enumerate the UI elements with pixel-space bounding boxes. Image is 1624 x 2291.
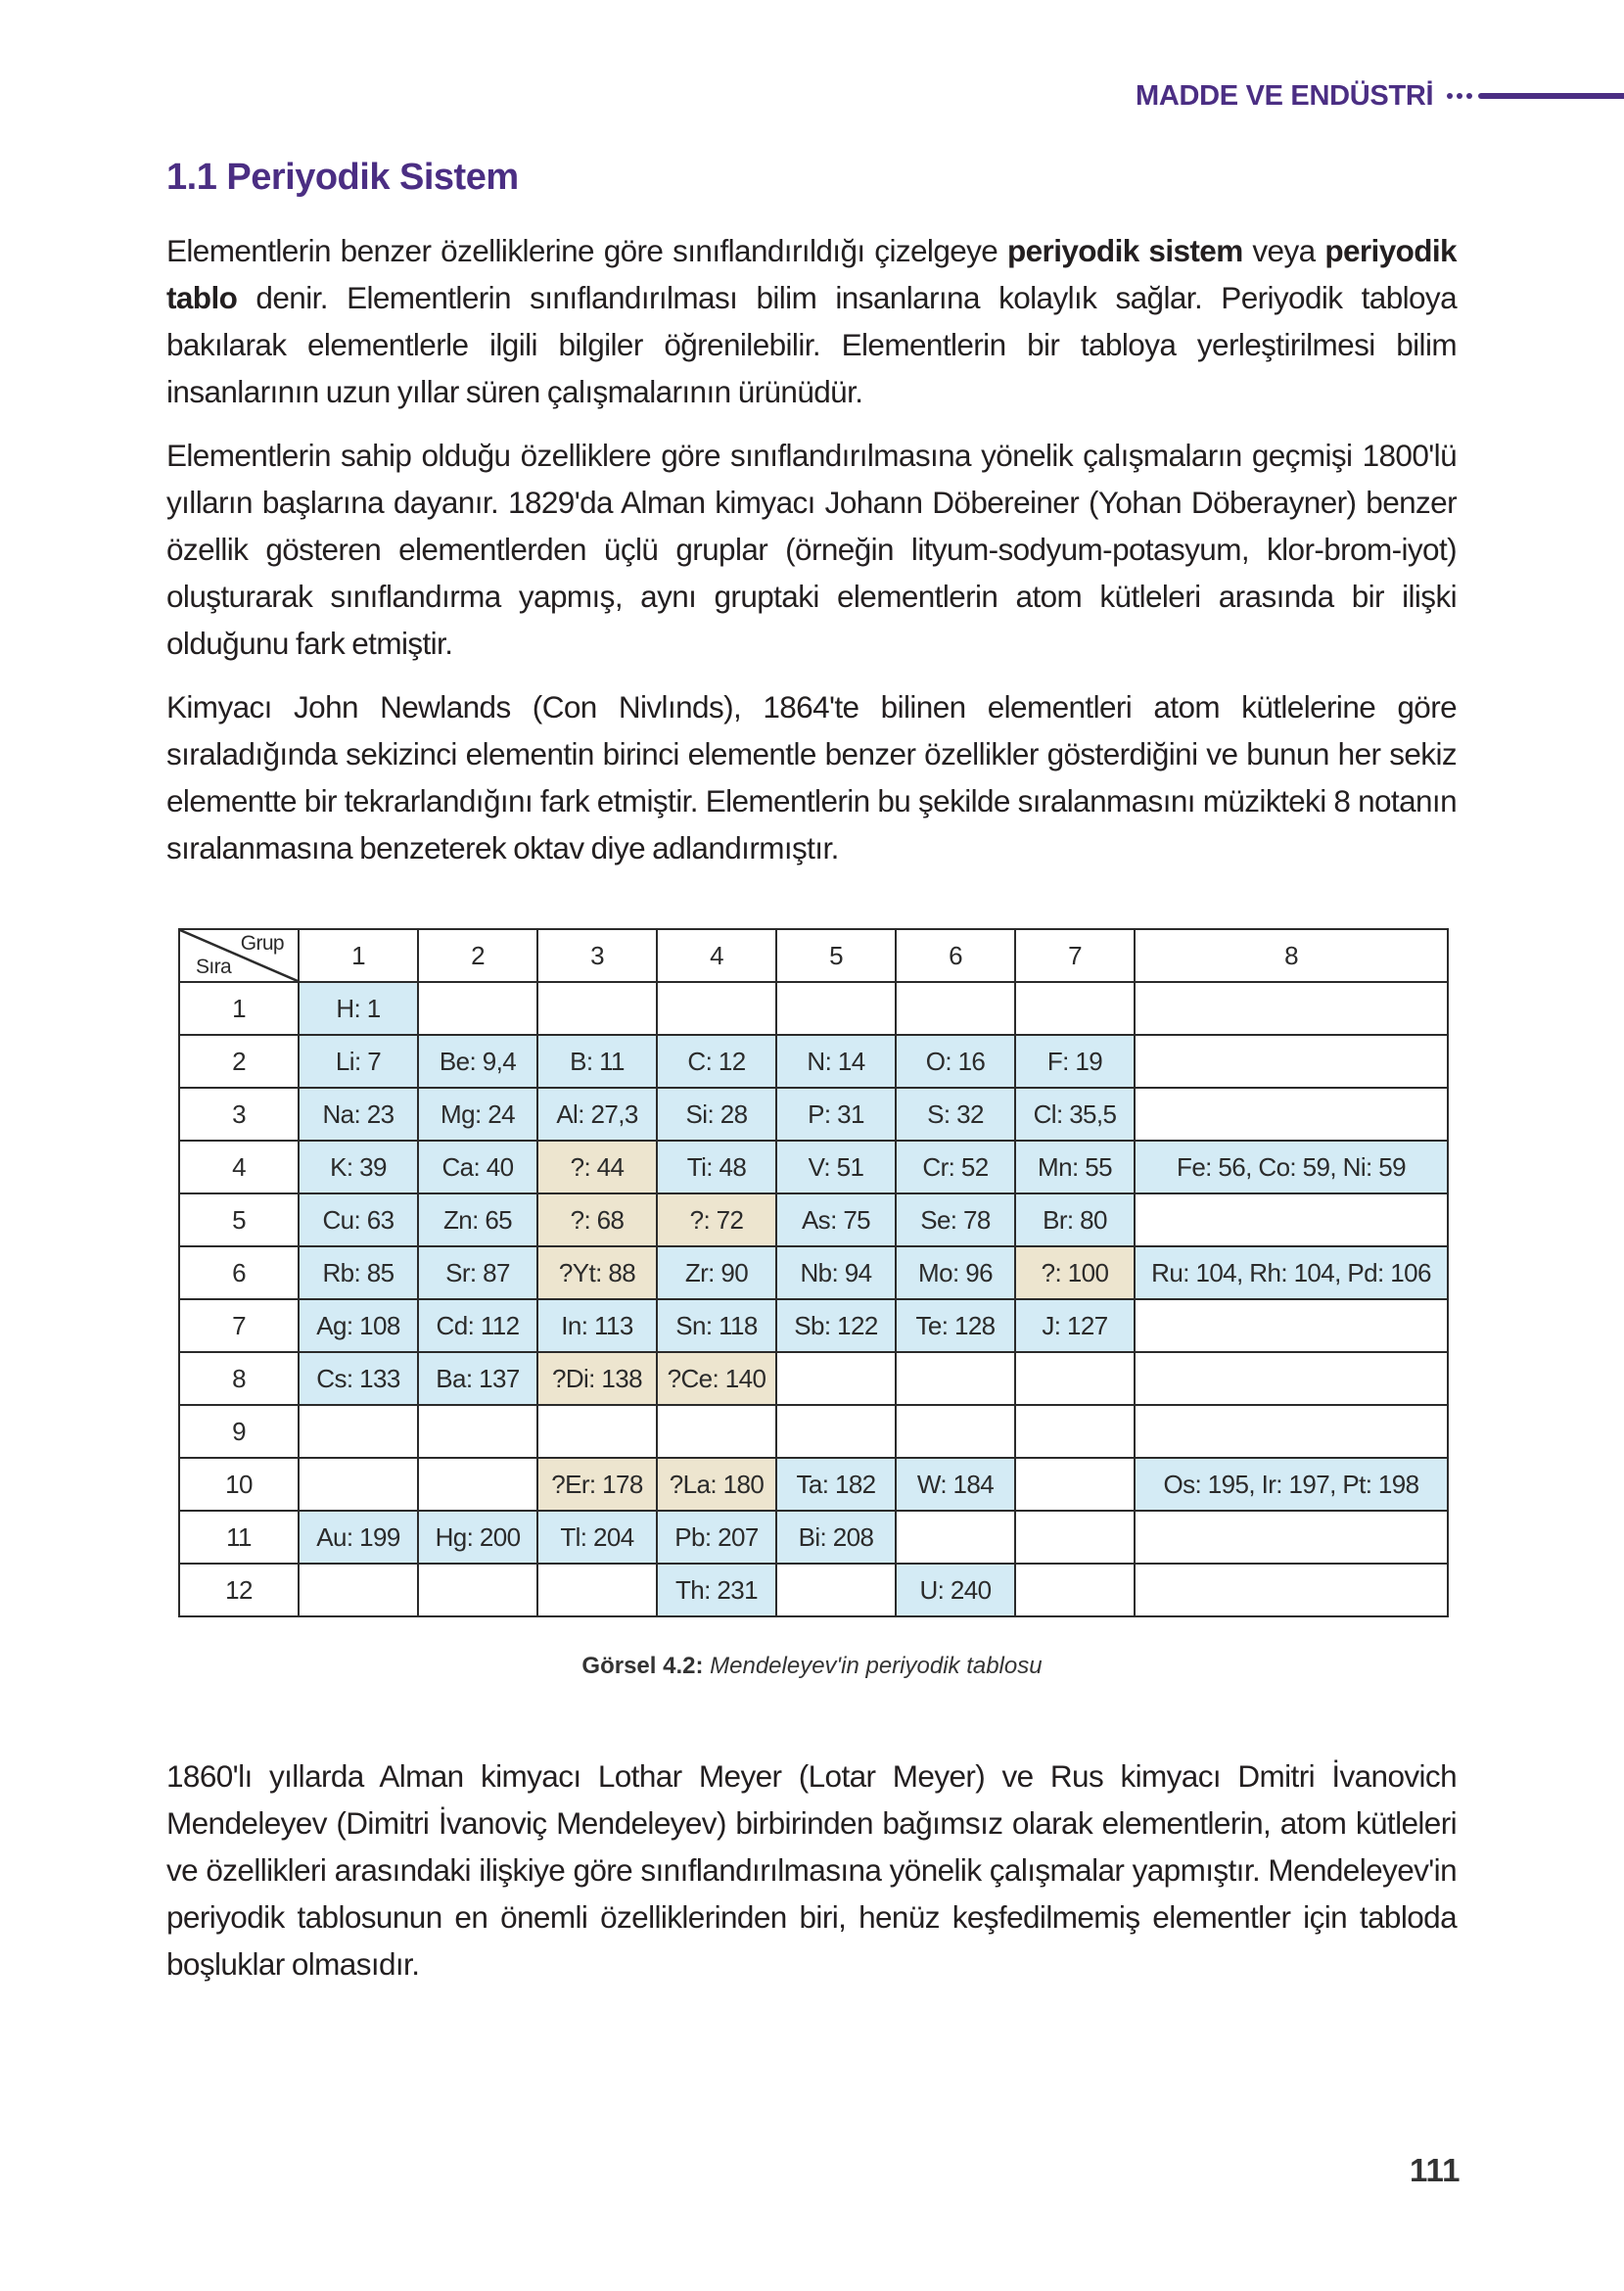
table-row [179, 1088, 1448, 1141]
element-cell: Al: 27,3 [537, 1088, 657, 1141]
element-cell: Ba: 137 [418, 1352, 537, 1405]
element-cell: Li: 7 [299, 1035, 418, 1088]
corner-header-cell [179, 929, 299, 982]
paragraph-definition [166, 227, 1457, 415]
row-number-cell: 7 [179, 1299, 299, 1352]
empty-cell [896, 1511, 1015, 1564]
element-cell: V: 51 [776, 1141, 896, 1193]
empty-cell [776, 982, 896, 1035]
element-cell: Cu: 63 [299, 1193, 418, 1246]
group-header: 4 [657, 929, 776, 982]
empty-cell [1015, 1352, 1135, 1405]
empty-cell [896, 1352, 1015, 1405]
element-cell: U: 240 [896, 1564, 1015, 1616]
corner-label-sira: Sıra [196, 956, 232, 978]
paragraph-dobereiner: Elementlerin sahip olduğu özelliklere göre sınıflandırılmasına yönelik çalışmaların geçmişi 1800'lü yılların başlarına dayanır. 1829'da Alman kimyacı Johann Döbereiner (Yohan Döberayner) benzer özellik gösteren elementlerden üçlü gruplar (örneğin lityum-sodyum-potasyum, klor-brom-iyot) oluşturarak sınıflandırma yapmış, aynı gruptaki elementlerin atom kütleleri arasında bir ilişki olduğunu fark etmiştir. [166, 438, 1457, 661]
corner-label-grup: Grup [240, 932, 284, 955]
caption-text: Mendeleyev'in periyodik tablosu [703, 1653, 1043, 1679]
element-cell: Cr: 52 [896, 1141, 1015, 1193]
element-cell: B: 11 [537, 1035, 657, 1088]
element-cell: K: 39 [299, 1141, 418, 1193]
table-header-row [179, 929, 1448, 982]
empty-cell [657, 982, 776, 1035]
mendeleev-periodic-table [178, 928, 1449, 1617]
group-header: 2 [418, 929, 537, 982]
text-span: denir. Elementlerin sınıflandırılması bilim insanlarına kolaylık sağlar. Periyodik tabloya bakılarak elementlerle ilgili bilgiler öğrenilebilir. Elementlerin bir tabloya yerleştirilmesi bilim insanlarının uzun yıllar süren çalışmalarının ürünüdür. [166, 280, 1457, 409]
row-number-cell: 2 [179, 1035, 299, 1088]
empty-cell [299, 1564, 418, 1616]
empty-cell [1015, 1458, 1135, 1511]
empty-cell [1135, 1088, 1448, 1141]
table-row [179, 1299, 1448, 1352]
term-periyodik-tablo: periyodik tablo [166, 233, 1457, 315]
empty-cell [1135, 1193, 1448, 1246]
empty-cell [1135, 1405, 1448, 1458]
empty-cell [1135, 1564, 1448, 1616]
element-cell: In: 113 [537, 1299, 657, 1352]
element-cell: O: 16 [896, 1035, 1015, 1088]
empty-cell [418, 982, 537, 1035]
row-number-cell: 6 [179, 1246, 299, 1299]
empty-cell [418, 1458, 537, 1511]
caption-label: Görsel 4.2: [581, 1653, 704, 1679]
element-cell: N: 14 [776, 1035, 896, 1088]
element-cell: Th: 231 [657, 1564, 776, 1616]
element-cell: Ru: 104, Rh: 104, Pd: 106 [1135, 1246, 1448, 1299]
element-cell: Ag: 108 [299, 1299, 418, 1352]
element-cell: Os: 195, Ir: 197, Pt: 198 [1135, 1458, 1448, 1511]
element-cell: Br: 80 [1015, 1193, 1135, 1246]
element-cell: Zn: 65 [418, 1193, 537, 1246]
element-cell: S: 32 [896, 1088, 1015, 1141]
header-dots-decoration [1447, 93, 1472, 99]
element-cell: Hg: 200 [418, 1511, 537, 1564]
empty-cell [776, 1352, 896, 1405]
group-header: 1 [299, 929, 418, 982]
element-cell: Tl: 204 [537, 1511, 657, 1564]
element-cell: Mo: 96 [896, 1246, 1015, 1299]
element-cell: Cs: 133 [299, 1352, 418, 1405]
element-cell: Se: 78 [896, 1193, 1015, 1246]
element-cell: Bi: 208 [776, 1511, 896, 1564]
group-header: 3 [537, 929, 657, 982]
element-cell: H: 1 [299, 982, 418, 1035]
empty-cell [1135, 982, 1448, 1035]
table-row [179, 1035, 1448, 1088]
empty-cell [1135, 1511, 1448, 1564]
empty-cell [537, 982, 657, 1035]
table-row [179, 1193, 1448, 1246]
group-header: 8 [1135, 929, 1448, 982]
element-cell: Sn: 118 [657, 1299, 776, 1352]
element-cell: Cd: 112 [418, 1299, 537, 1352]
empty-cell [776, 1405, 896, 1458]
element-cell: ?Ce: 140 [657, 1352, 776, 1405]
element-cell: ?: 100 [1015, 1246, 1135, 1299]
empty-cell [1015, 1405, 1135, 1458]
empty-cell [418, 1405, 537, 1458]
row-number-cell: 8 [179, 1352, 299, 1405]
element-cell: W: 184 [896, 1458, 1015, 1511]
table-row [179, 1511, 1448, 1564]
element-cell: Na: 23 [299, 1088, 418, 1141]
empty-cell [299, 1458, 418, 1511]
chapter-header [1077, 76, 1624, 116]
element-cell: C: 12 [657, 1035, 776, 1088]
table-row [179, 1246, 1448, 1299]
empty-cell [537, 1405, 657, 1458]
paragraph-mendeleev: 1860'lı yıllarda Alman kimyacı Lothar Meyer (Lotar Meyer) ve Rus kimyacı Dmitri İvanovich Mendeleyev (Dimitri İvanoviç Mendeleyev) birbirinden bağımsız olarak elementlerin, atom kütleleri ve özellikleri arasındaki ilişkiye göre sınıflandırılmasına yönelik çalışmalar yapmıştır. Mendeleyev'in periyodik tablosunun en önemli özelliklerinden biri, henüz keşfedilmemiş elementler için tabloda boşluklar olmasıdır. [166, 1758, 1457, 1982]
empty-cell [776, 1564, 896, 1616]
element-cell: Nb: 94 [776, 1246, 896, 1299]
table-row [179, 1141, 1448, 1193]
table-row [179, 982, 1448, 1035]
text-span: Elementlerin benzer özelliklerine göre sınıflandırıldığı çizelgeye [166, 233, 1007, 268]
group-header: 7 [1015, 929, 1135, 982]
empty-cell [418, 1564, 537, 1616]
element-cell: P: 31 [776, 1088, 896, 1141]
element-cell: Zr: 90 [657, 1246, 776, 1299]
element-cell: Mg: 24 [418, 1088, 537, 1141]
row-number-cell: 9 [179, 1405, 299, 1458]
row-number-cell: 3 [179, 1088, 299, 1141]
empty-cell [1015, 1564, 1135, 1616]
element-cell: Sb: 122 [776, 1299, 896, 1352]
group-header: 6 [896, 929, 1015, 982]
empty-cell [657, 1405, 776, 1458]
empty-cell [1135, 1352, 1448, 1405]
term-periyodik-sistem: periyodik sistem [1007, 233, 1243, 268]
empty-cell [896, 1405, 1015, 1458]
row-number-cell: 11 [179, 1511, 299, 1564]
empty-cell [537, 1564, 657, 1616]
element-cell: ?La: 180 [657, 1458, 776, 1511]
element-cell: Be: 9,4 [418, 1035, 537, 1088]
empty-cell [1135, 1299, 1448, 1352]
empty-cell [1015, 1511, 1135, 1564]
element-cell: J: 127 [1015, 1299, 1135, 1352]
element-cell: ?: 44 [537, 1141, 657, 1193]
element-cell: Fe: 56, Co: 59, Ni: 59 [1135, 1141, 1448, 1193]
element-cell: Sr: 87 [418, 1246, 537, 1299]
element-cell: ?Di: 138 [537, 1352, 657, 1405]
row-number-cell: 1 [179, 982, 299, 1035]
element-cell: Te: 128 [896, 1299, 1015, 1352]
table-row [179, 1458, 1448, 1511]
empty-cell [1135, 1035, 1448, 1088]
element-cell: Pb: 207 [657, 1511, 776, 1564]
row-number-cell: 4 [179, 1141, 299, 1193]
row-number-cell: 5 [179, 1193, 299, 1246]
element-cell: ?: 72 [657, 1193, 776, 1246]
section-title: 1.1 Periyodik Sistem [166, 157, 519, 198]
figure-caption [0, 1653, 1624, 1680]
text-span: veya [1242, 233, 1325, 268]
element-cell: Ca: 40 [418, 1141, 537, 1193]
table-row [179, 1405, 1448, 1458]
table-row [179, 1564, 1448, 1616]
page-number: 111 [1410, 2152, 1461, 2188]
element-cell: ?: 68 [537, 1193, 657, 1246]
empty-cell [1015, 982, 1135, 1035]
element-cell: F: 19 [1015, 1035, 1135, 1088]
row-number-cell: 10 [179, 1458, 299, 1511]
element-cell: Cl: 35,5 [1015, 1088, 1135, 1141]
paragraph-newlands: Kimyacı John Newlands (Con Nivlınds), 1864'te bilinen elementleri atom kütlelerine göre sıraladığında sekizinci elementin birinci elementle benzer özellikler gösterdiğini ve bunun her sekiz elementte bir tekrarlandığını fark etmiştir. Elementlerin bu şekilde sıralanmasını müzikteki 8 notanın sıralanmasına benzeterek oktav diye adlandırmıştır. [166, 689, 1457, 865]
header-line-decoration [1478, 93, 1624, 99]
element-cell: Si: 28 [657, 1088, 776, 1141]
element-cell: ?Er: 178 [537, 1458, 657, 1511]
row-number-cell: 12 [179, 1564, 299, 1616]
element-cell: Mn: 55 [1015, 1141, 1135, 1193]
chapter-title: MADDE VE ENDÜSTRİ [1136, 79, 1434, 112]
element-cell: Au: 199 [299, 1511, 418, 1564]
group-header: 5 [776, 929, 896, 982]
empty-cell [896, 982, 1015, 1035]
element-cell: Rb: 85 [299, 1246, 418, 1299]
element-cell: As: 75 [776, 1193, 896, 1246]
table-row [179, 1352, 1448, 1405]
element-cell: Ta: 182 [776, 1458, 896, 1511]
element-cell: Ti: 48 [657, 1141, 776, 1193]
element-cell: ?Yt: 88 [537, 1246, 657, 1299]
empty-cell [299, 1405, 418, 1458]
